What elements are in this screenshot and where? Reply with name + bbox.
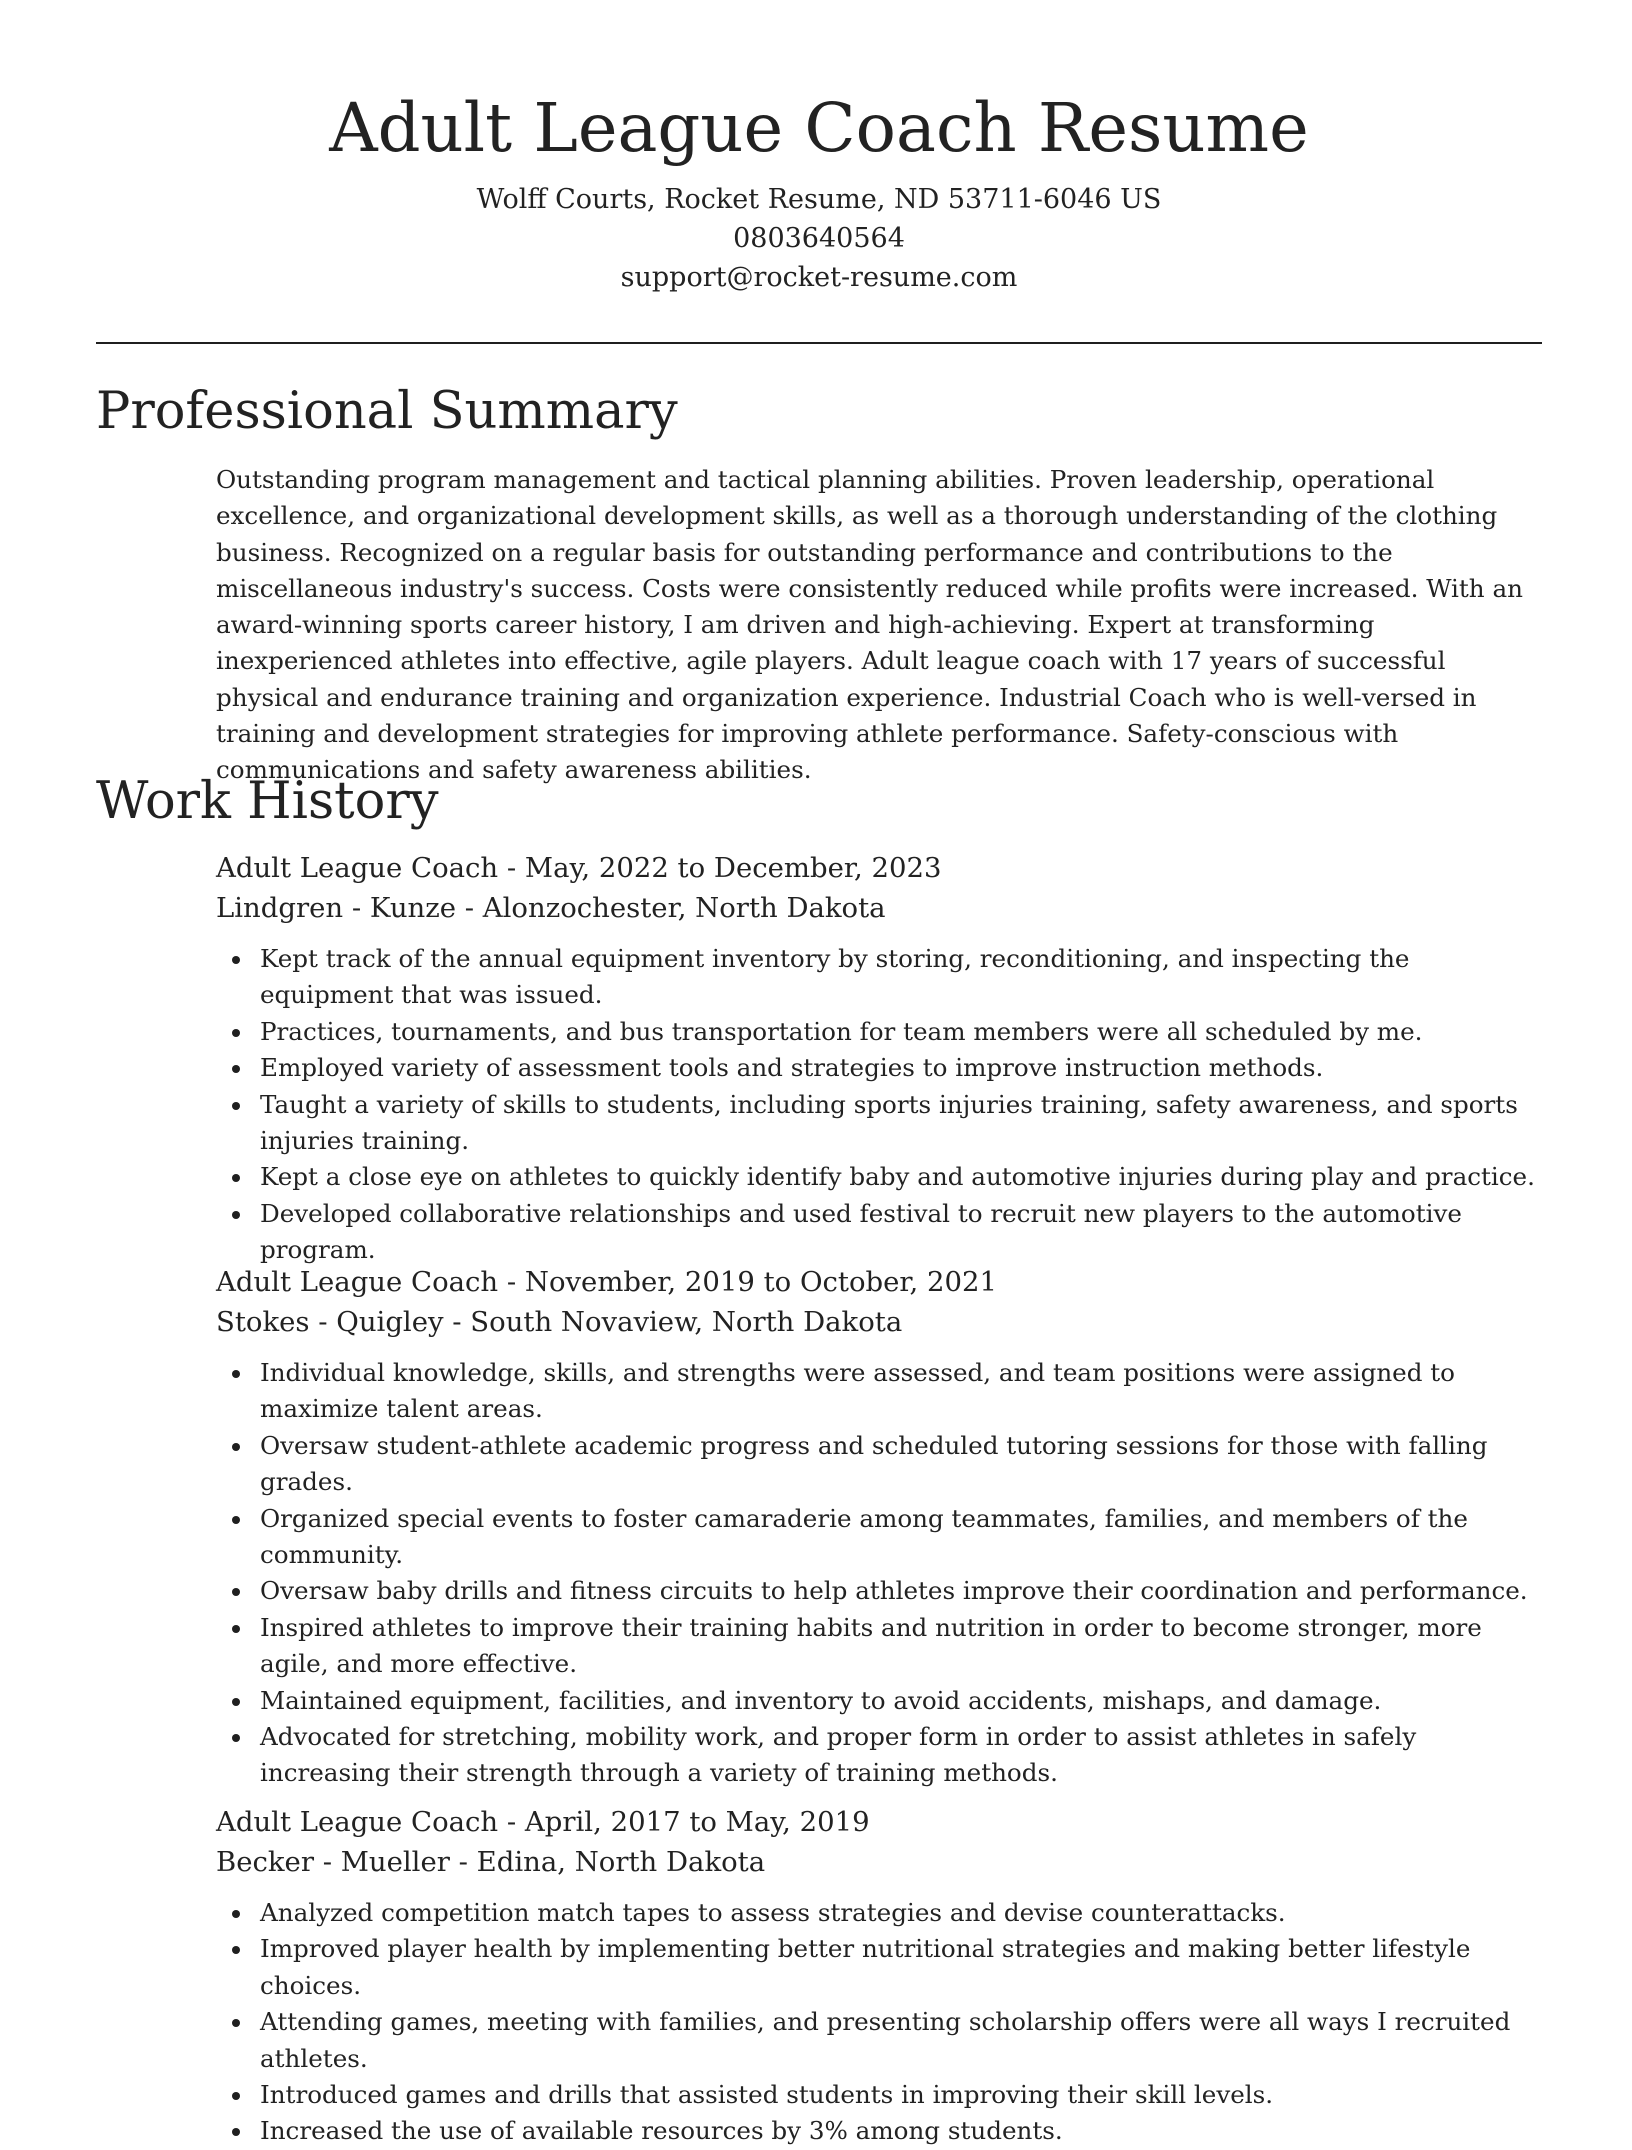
bullet-item: Maintained equipment, facilities, and inventory to avoid accidents, mishaps, and damage. bbox=[216, 1683, 1542, 1719]
bullet-item: Developed collaborative relationships and used festival to recruit new players to the automotive program. bbox=[216, 1196, 1542, 1269]
bullet-item: Employed variety of assessment tools and strategies to improve instruction methods. bbox=[216, 1050, 1542, 1086]
job-title-line: Adult League Coach - May, 2022 to December, 2023 bbox=[216, 852, 942, 884]
bullet-item: Attending games, meeting with families, and presenting scholarship offers were all ways I recruited athletes. bbox=[216, 2004, 1542, 2077]
contact-block bbox=[96, 180, 1542, 297]
bullet-item: Organized special events to foster camaraderie among teammates, families, and members of the community. bbox=[216, 1501, 1542, 1574]
summary-heading: Professional Summary bbox=[96, 382, 678, 441]
job-entry bbox=[216, 1802, 1542, 2150]
bullet-item: Taught a variety of skills to students, including sports injuries training, safety awareness, and sports injuries training. bbox=[216, 1087, 1542, 1160]
resume-title: Adult League Coach Resume bbox=[329, 89, 1309, 167]
job-company-line: Becker - Mueller - Edina, North Dakota bbox=[216, 1846, 766, 1878]
contact-address: Wolff Courts, Rocket Resume, ND 53711-6046 US bbox=[476, 184, 1162, 215]
job-bullet-list bbox=[216, 1895, 1542, 2150]
bullet-item: Oversaw student-athlete academic progress and scheduled tutoring sessions for those with falling grades. bbox=[216, 1428, 1542, 1501]
bullet-item: Individual knowledge, skills, and strengths were assessed, and team positions were assigned to maximize talent areas. bbox=[216, 1355, 1542, 1428]
work-history-heading: Work History bbox=[96, 772, 439, 831]
bullet-item: Introduced games and drills that assisted students in improving their skill levels. bbox=[216, 2077, 1542, 2113]
bullet-item: Analyzed competition match tapes to assess strategies and devise counterattacks. bbox=[216, 1895, 1542, 1931]
job-entry bbox=[216, 1262, 1542, 1792]
job-bullet-list bbox=[216, 1355, 1542, 1792]
job-entry bbox=[216, 848, 1542, 1269]
job-title-line: Adult League Coach - April, 2017 to May, 2019 bbox=[216, 1806, 870, 1838]
bullet-item: Advocated for stretching, mobility work, and proper form in order to assist athletes in safely increasing their strength through a variety of training methods. bbox=[216, 1719, 1542, 1792]
header-divider bbox=[96, 342, 1542, 344]
summary-text: Outstanding program management and tactical planning abilities. Proven leadership, operational excellence, and organizational development skills, as well as a thorough understanding of the clothing business. Recognized on a regular basis for outstanding performance and contributions to the miscellaneous industry's success. Costs were consistently reduced while profits were increased. With an award-winning sports career history, I am driven and high-achieving. Expert at transforming inexperienced athletes into effective, agile players. Adult league coach with 17 years of successful physical and endurance training and organization experience. Industrial Coach who is well-versed in training and development strategies for improving athlete performance. Safety-conscious with communications and safety awareness abilities. bbox=[216, 465, 1523, 785]
job-company-line: Stokes - Quigley - South Novaview, North Dakota bbox=[216, 1306, 903, 1338]
bullet-item: Improved player health by implementing better nutritional strategies and making better lifestyle choices. bbox=[216, 1931, 1542, 2004]
contact-phone: 0803640564 bbox=[733, 223, 905, 254]
bullet-item: Inspired athletes to improve their training habits and nutrition in order to become stronger, more agile, and more effective. bbox=[216, 1610, 1542, 1683]
contact-email: support@rocket-resume.com bbox=[620, 262, 1018, 293]
job-company-line: Lindgren - Kunze - Alonzochester, North Dakota bbox=[216, 892, 886, 924]
bullet-item: Practices, tournaments, and bus transportation for team members were all scheduled by me. bbox=[216, 1014, 1542, 1050]
bullet-item: Increased the use of available resources by 3% among students. bbox=[216, 2113, 1542, 2149]
job-bullet-list bbox=[216, 941, 1542, 1269]
bullet-item: Kept track of the annual equipment inventory by storing, reconditioning, and inspecting the equipment that was issued. bbox=[216, 941, 1542, 1014]
bullet-item: Kept a close eye on athletes to quickly identify baby and automotive injuries during play and practice. bbox=[216, 1159, 1542, 1195]
bullet-item: Oversaw baby drills and fitness circuits to help athletes improve their coordination and performance. bbox=[216, 1573, 1542, 1609]
resume-header bbox=[96, 82, 1542, 297]
job-title-line: Adult League Coach - November, 2019 to October, 2021 bbox=[216, 1266, 997, 1298]
